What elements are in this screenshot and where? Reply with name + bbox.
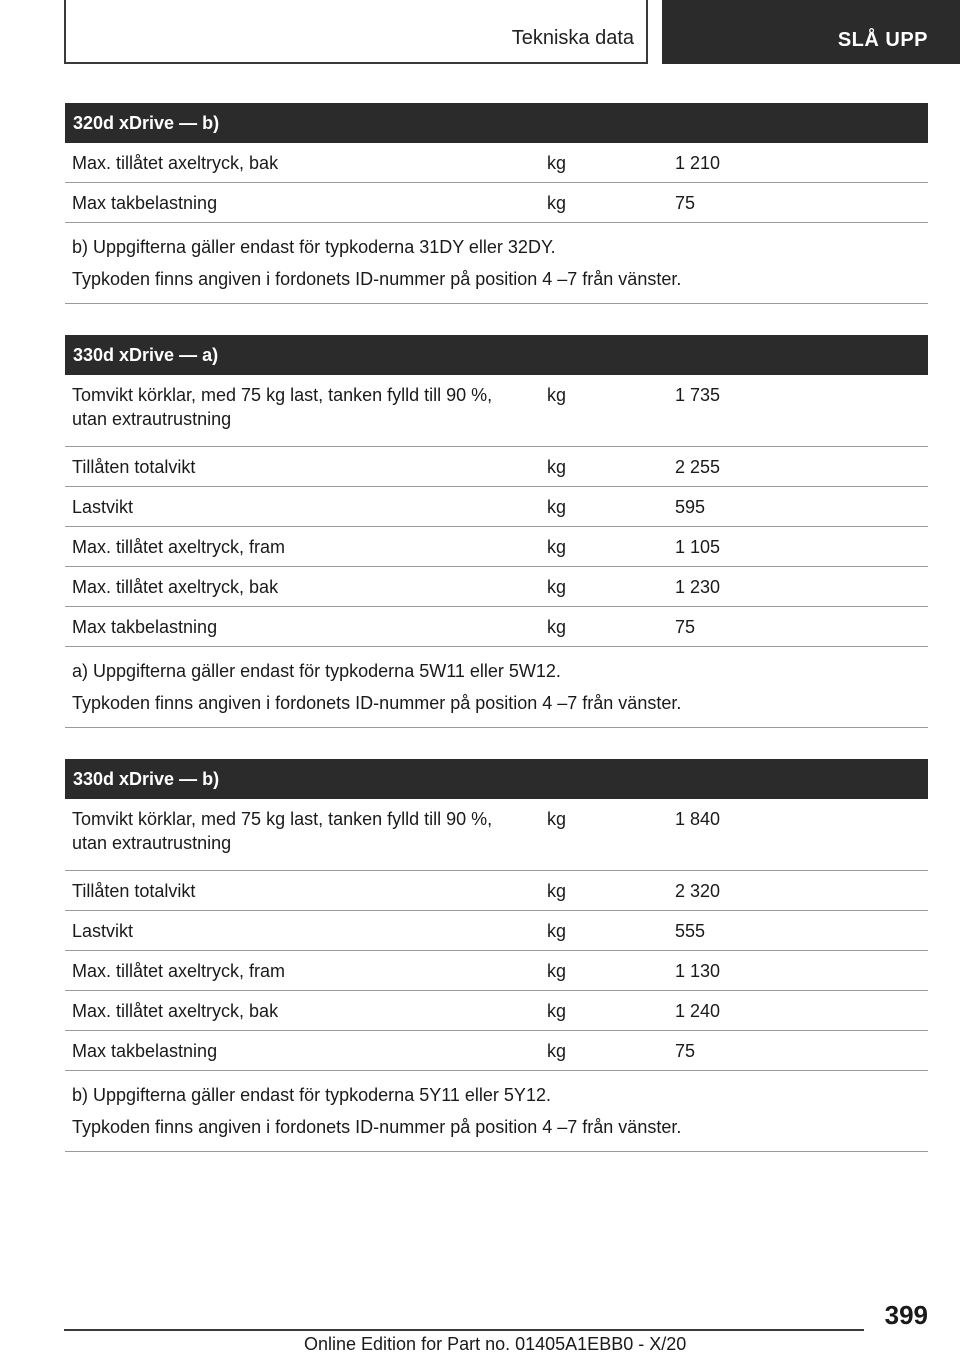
row-label-line: Tomvikt körklar, med 75 kg last, tanken fylld till 90 %, [72,809,493,829]
table-row [65,607,928,647]
table-row [65,447,928,487]
row-value: 75 [675,617,696,637]
row-unit: kg [547,497,567,517]
row-unit: kg [547,961,567,981]
row-label [65,807,547,855]
row-label: Max. tillåtet axeltryck, bak [72,153,279,173]
row-unit: kg [547,457,567,477]
row-label: Max. tillåtet axeltryck, fram [72,961,286,981]
row-unit: kg [547,881,567,901]
row-unit: kg [547,617,567,637]
footer-divider [64,1329,864,1331]
table-row [65,991,928,1031]
row-unit: kg [547,385,567,405]
row-value: 555 [675,921,706,941]
spec-table-330d-b [65,759,928,1152]
table-row [65,487,928,527]
row-value: 75 [675,193,696,213]
section-title: Tekniska data [511,27,634,49]
row-label: Lastvikt [72,497,134,517]
row-label-line: Tomvikt körklar, med 75 kg last, tanken fylld till 90 %, [72,385,493,405]
row-value: 1 230 [675,577,721,597]
table-title: 330d xDrive — a) [65,335,928,375]
footnote-line: Typkoden finns angiven i fordonets ID-nummer på position 4 –7 från vänster. [72,269,682,289]
edition-text: Online Edition for Part no. 01405A1EBB0 - X/20 [304,1334,687,1354]
table-row [65,1031,928,1071]
table-row [65,143,928,183]
row-value: 1 105 [675,537,721,557]
row-unit: kg [547,1001,567,1021]
table-row [65,567,928,607]
spec-table-320d-b [65,103,928,304]
spec-table-330d-a [65,335,928,728]
table-footnote [65,1071,928,1152]
lookup-tab[interactable] [662,0,960,64]
row-value: 1 240 [675,1001,721,1021]
row-value: 2 320 [675,881,721,901]
row-unit: kg [547,809,567,829]
row-value: 595 [675,497,706,517]
row-label: Max. tillåtet axeltryck, bak [72,1001,279,1021]
table-row [65,951,928,991]
row-label: Max. tillåtet axeltryck, fram [72,537,286,557]
row-unit: kg [547,153,567,173]
table-row [65,871,928,911]
footnote-line: b) Uppgifterna gäller endast för typkoderna 5Y11 eller 5Y12. [72,1085,551,1105]
page-number: 399 [884,1300,928,1330]
table-row [65,799,928,871]
row-label: Max takbelastning [72,1041,218,1061]
table-row [65,183,928,223]
table-footnote [65,647,928,728]
table-row [65,911,928,951]
table-row [65,527,928,567]
row-value: 1 210 [675,153,721,173]
row-unit: kg [547,577,567,597]
footnote-line: Typkoden finns angiven i fordonets ID-nummer på position 4 –7 från vänster. [72,1117,682,1137]
row-label: Lastvikt [72,921,134,941]
section-tab[interactable] [64,0,648,64]
footnote-line: a) Uppgifterna gäller endast för typkoderna 5W11 eller 5W12. [72,661,561,681]
table-title: 330d xDrive — b) [65,759,928,799]
table-footnote [65,223,928,304]
row-label: Max. tillåtet axeltryck, bak [72,577,279,597]
row-label-line: utan extrautrustning [72,409,232,429]
row-label: Max takbelastning [72,193,218,213]
table-row [65,375,928,447]
footnote-line: b) Uppgifterna gäller endast för typkoderna 31DY eller 32DY. [72,237,556,257]
row-label-line: utan extrautrustning [72,833,232,853]
table-title: 320d xDrive — b) [65,103,928,143]
footnote-line: Typkoden finns angiven i fordonets ID-nummer på position 4 –7 från vänster. [72,693,682,713]
row-label: Max takbelastning [72,617,218,637]
row-value: 1 840 [675,809,721,829]
lookup-label: SLÅ UPP [837,29,928,51]
row-unit: kg [547,537,567,557]
row-label: Tillåten totalvikt [72,457,196,477]
row-label: Tillåten totalvikt [72,881,196,901]
row-unit: kg [547,193,567,213]
row-value: 2 255 [675,457,721,477]
row-value: 1 130 [675,961,721,981]
spec-tables [65,103,928,1183]
row-value: 1 735 [675,385,721,405]
row-unit: kg [547,921,567,941]
row-value: 75 [675,1041,696,1061]
row-unit: kg [547,1041,567,1061]
row-label [65,383,547,431]
